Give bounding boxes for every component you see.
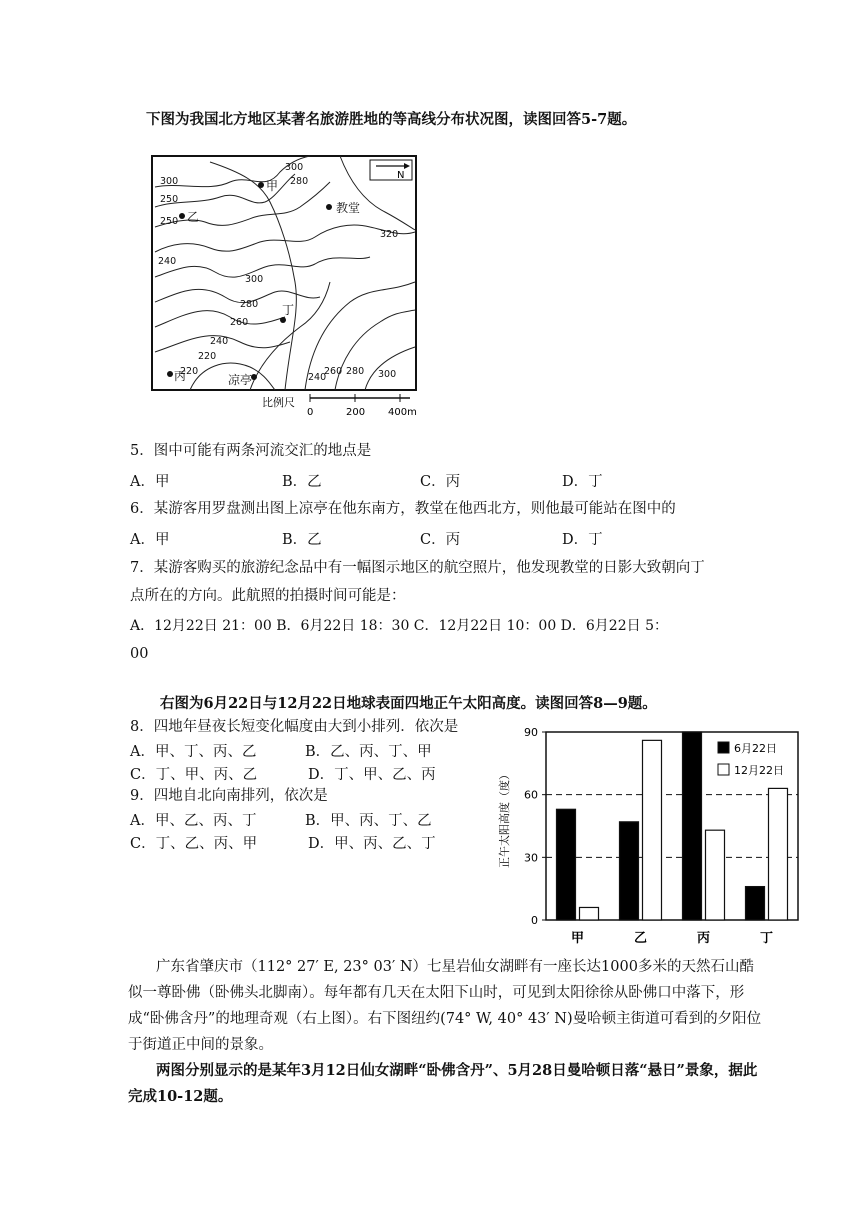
map-frame xyxy=(152,156,416,390)
point-church xyxy=(326,204,332,210)
place-church: 教堂 xyxy=(336,201,361,215)
q9-option-b: B．甲、丙、丁、乙 xyxy=(305,813,432,829)
question-8: 8．四地年昼夜长短变化幅度由大到小排列．依次是 xyxy=(130,719,459,735)
north-arrow-icon xyxy=(370,160,412,181)
q8-option-c: C．丁、甲、丙、乙 xyxy=(130,767,258,783)
contour-label: 300 xyxy=(285,162,304,173)
q5-option-b: B．乙 xyxy=(282,474,322,490)
place-pavilion: 凉亭 xyxy=(228,373,253,387)
bar-dec22-0 xyxy=(580,907,599,920)
contour-label: 280 xyxy=(240,299,259,310)
q6-option-c: C．丙 xyxy=(420,532,461,548)
point-jia xyxy=(258,182,264,188)
point-bing xyxy=(167,371,173,377)
scale-tick: 0 xyxy=(307,407,314,418)
place-jia: 甲 xyxy=(266,179,279,193)
place-yi: 乙 xyxy=(187,210,200,224)
contour-label: 250 xyxy=(160,216,179,227)
y-axis-label: 正午太阳高度（度） xyxy=(498,769,511,868)
question-9: 9．四地自北向南排列，依次是 xyxy=(130,788,328,804)
contour-label: 260 xyxy=(230,317,249,328)
scale-bar xyxy=(262,394,417,418)
point-ding xyxy=(280,317,286,323)
contour-label: 320 xyxy=(380,229,399,240)
contour-label: 280 xyxy=(290,176,309,187)
contour-label: 220 xyxy=(198,351,217,362)
q5-option-a: A．甲 xyxy=(130,474,170,490)
q9-option-a: A．甲、乙、丙、丁 xyxy=(130,813,257,829)
bar-dec22-1 xyxy=(643,740,662,920)
bar-jun22-2 xyxy=(683,732,702,920)
place-bing: 丙 xyxy=(174,369,187,383)
y-tick-label: 60 xyxy=(524,788,538,802)
sun-altitude-chart xyxy=(490,718,810,950)
y-tick-label: 0 xyxy=(531,914,538,927)
q5-option-c: C．丙 xyxy=(420,474,461,490)
question-6: 6．某游客用罗盘测出图上凉亭在他东南方，教堂在他西北方，则他最可能站在图中的 xyxy=(130,501,676,517)
contour-label: 250 xyxy=(160,194,179,205)
contour-label: 300 xyxy=(245,274,264,285)
q9-option-c: C．丁、乙、丙、甲 xyxy=(130,836,258,852)
scale-tick: 400m xyxy=(388,407,417,418)
y-tick-label: 90 xyxy=(524,726,538,739)
q8-option-a: A．甲、丁、丙、乙 xyxy=(130,744,257,760)
intro-8-9: 右图为6月22日与12月22日地球表面四地正午太阳高度。读图回答8—9题。 xyxy=(160,695,657,712)
north-label: N xyxy=(397,170,405,181)
question-7-line2: 点所在的方向。此航照的拍摄时间可能是： xyxy=(130,588,406,604)
legend-label: 6月22日 xyxy=(734,742,777,755)
x-tick-label: 丁 xyxy=(759,931,774,946)
bar-dec22-3 xyxy=(769,788,788,920)
x-tick-label: 甲 xyxy=(570,931,585,946)
paragraph-10-12-instruction: 两图分别显示的是某年3月12日仙女湖畔“卧佛含丹”、5月28日曼哈顿日落“悬日”景象，据此完成10-12题。 xyxy=(128,1062,758,1105)
x-tick-label: 丙 xyxy=(696,931,711,946)
bar-jun22-3 xyxy=(746,887,765,920)
contour-label: 300 xyxy=(378,369,397,380)
q6-option-a: A．甲 xyxy=(130,532,170,548)
q6-option-b: B．乙 xyxy=(282,532,322,548)
contour-label: 220 xyxy=(180,366,199,377)
legend-swatch xyxy=(718,742,729,753)
contour-label: 300 xyxy=(160,176,179,187)
contour-label: 240 xyxy=(308,372,327,383)
point-yi xyxy=(179,213,185,219)
q5-option-d: D．丁 xyxy=(562,474,603,490)
contour-label: 260 xyxy=(324,366,343,377)
scale-tick: 200 xyxy=(346,407,366,418)
contour-label: 240 xyxy=(210,336,229,347)
question-7-line1: 7．某游客购买的旅游纪念品中有一幅图示地区的航空照片，他发现教堂的日影大致朝向丁 xyxy=(130,560,705,576)
scale-label: 比例尺 xyxy=(262,396,295,409)
legend-label: 12月22日 xyxy=(734,764,784,777)
q6-option-d: D．丁 xyxy=(562,532,603,548)
x-tick-label: 乙 xyxy=(633,931,648,946)
q7-options: A．12月22日 21：00 B．6月22日 18：30 C．12月22日 10：00 D．6月22日 5： xyxy=(130,618,668,634)
legend-swatch xyxy=(718,764,729,775)
contour-map xyxy=(150,152,425,420)
contour-label: 280 xyxy=(346,366,365,377)
bar-jun22-0 xyxy=(557,809,576,920)
bar-dec22-2 xyxy=(706,830,725,920)
contour-label: 240 xyxy=(158,256,177,267)
place-ding: 丁 xyxy=(282,303,295,317)
bar-jun22-1 xyxy=(620,822,639,920)
q8-option-b: B．乙、丙、丁、甲 xyxy=(305,744,432,760)
q7-options-cont: 00 xyxy=(130,646,149,662)
question-5: 5．图中可能有两条河流交汇的地点是 xyxy=(130,443,372,459)
q9-option-d: D．甲、丙、乙、丁 xyxy=(308,836,436,852)
intro-5-7: 下图为我国北方地区某著名旅游胜地的等高线分布状况图，读图回答5-7题。 xyxy=(146,111,637,128)
y-tick-label: 30 xyxy=(524,851,538,865)
q8-option-d: D．丁、甲、乙、丙 xyxy=(308,767,436,783)
paragraph-10-12: 广东省肇庆市（112° 27′ E, 23° 03′ N）七星岩仙女湖畔有一座长达1000多米的天然石山酷似一尊卧佛（卧佛头北脚南）。每年都有几天在太阳下山时，可见到太阳徐徐从卧佛口中落下，形成“卧佛含丹”的地理奇观（右上图）。右下图纽约(74° W, 40° 43′ N)曼哈顿主街道可看到的夕阳位于街道正中间的景象。 xyxy=(128,959,762,1053)
